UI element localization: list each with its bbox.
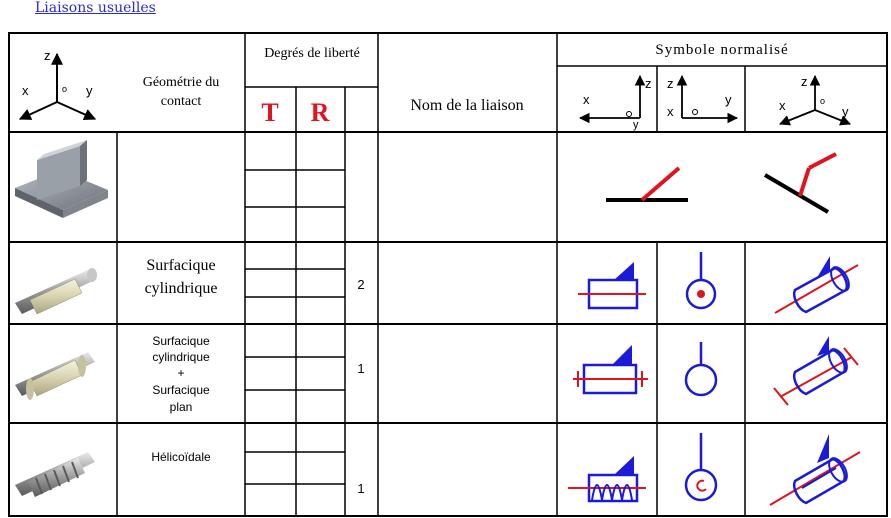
row3-geometry-line2: cylindrique (152, 350, 210, 364)
pivot-symbol-side (686, 342, 716, 395)
t-header: T (261, 98, 279, 127)
symbol-header: Symbole normalisé (655, 42, 789, 58)
view3-o: o (820, 96, 826, 106)
liaisons-usuelles-link[interactable]: Liaisons usuelles (35, 0, 156, 16)
pivot-contact-image (15, 352, 95, 400)
row3-geometry-line5: plan (169, 400, 193, 414)
cylinder-contact-image (15, 268, 97, 314)
axis-triad-icon (20, 54, 95, 119)
view1-y: y (633, 119, 639, 131)
row2-r-value: 2 (357, 277, 365, 292)
plane-contact-image (15, 140, 108, 218)
pivot-glissant-symbol-iso (775, 256, 858, 313)
axis-x-label: x (22, 83, 29, 98)
helical-symbol-front (568, 456, 646, 501)
row4-geometry-line1: Hélicoïdale (151, 450, 211, 464)
helical-contact-image (15, 452, 95, 497)
row3-geometry-line3: + (177, 366, 185, 380)
axis-z-label: z (44, 48, 51, 63)
view2-y: y (725, 92, 732, 107)
pivot-glissant-symbol-front (578, 262, 646, 308)
plane-symbol-3d (765, 154, 836, 212)
geometry-header-line1: Géométrie du (142, 75, 220, 90)
row3-geometry-line1: Surfacique (152, 334, 210, 348)
pivot-symbol-front (573, 345, 648, 393)
axis-y-label: y (86, 83, 93, 98)
row2-geometry-line2: cylindrique (144, 280, 218, 297)
geometry-header-line2: contact (160, 94, 202, 109)
view1-z: z (645, 76, 652, 91)
pivot-glissant-symbol-side (687, 252, 715, 308)
row2-geometry-line1: Surfacique (146, 257, 216, 274)
plane-symbol-2d (606, 168, 688, 200)
view2-z: z (667, 76, 674, 91)
view1-x: x (583, 92, 590, 107)
view-iso-icon (780, 76, 850, 124)
view3-y: y (842, 104, 849, 119)
pivot-symbol-iso (774, 336, 858, 405)
helical-symbol-side (686, 433, 716, 500)
row3-geometry-line4: Surfacique (152, 383, 210, 397)
dof-header: Degrés de liberté (264, 46, 360, 61)
view2-x: x (667, 104, 674, 119)
r-header: R (310, 98, 330, 127)
helical-symbol-iso (770, 434, 860, 505)
view3-x: x (779, 98, 786, 113)
name-header: Nom de la liaison (410, 97, 524, 114)
row4-r-value: 1 (357, 481, 365, 496)
view3-z: z (801, 74, 808, 89)
row3-r-value: 1 (357, 361, 365, 376)
axis-o-label: o (62, 84, 68, 94)
